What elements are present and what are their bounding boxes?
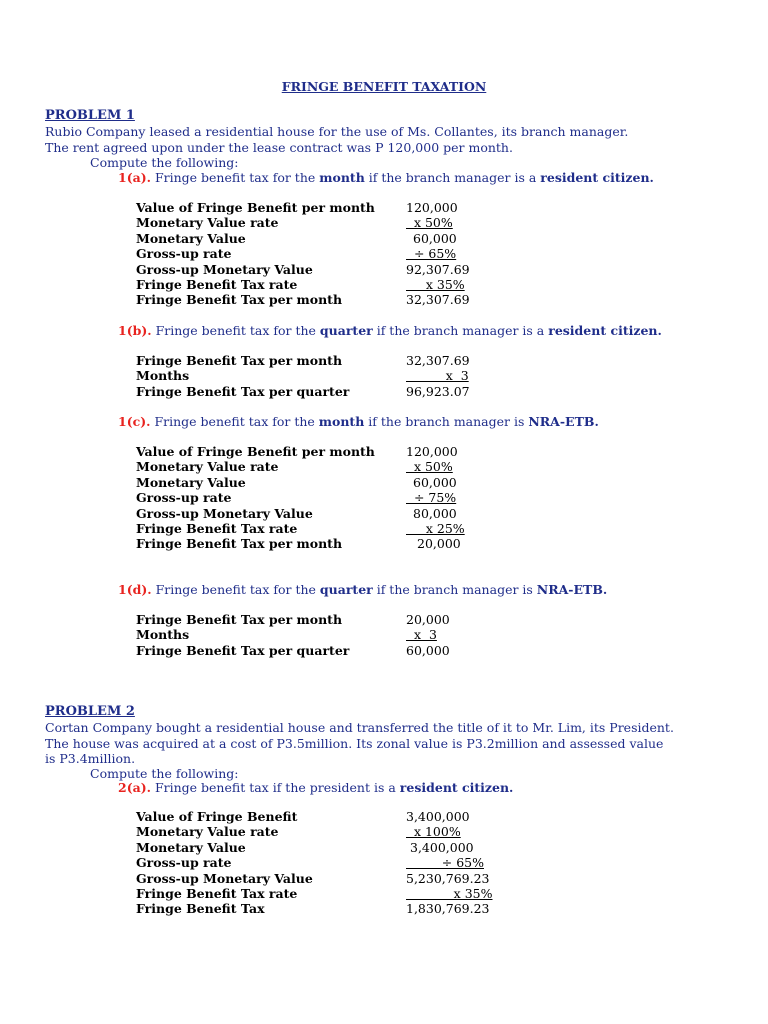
row-label: Gross-up rate (136, 246, 232, 262)
problem-1-statement (45, 124, 745, 155)
question-status: NRA-ETB. (536, 582, 608, 597)
question-period: quarter (319, 582, 373, 597)
row-value: ÷ 65% (406, 855, 484, 871)
problem-2-line: The house was acquired at a cost of P3.5million. Its zonal value is P3.2million and assessed value (45, 735, 664, 751)
row-label: Monetary Value rate (136, 824, 279, 840)
row-value: x 25% (406, 520, 465, 536)
row-label: Gross-up rate (136, 855, 232, 871)
row-label: Fringe Benefit Tax per month (136, 353, 343, 368)
row-value: x 50% (406, 215, 453, 231)
question-text: Fringe benefit tax for the (151, 582, 320, 597)
question-1b (118, 323, 662, 338)
row-value: 60,000 (406, 642, 450, 658)
row-label: Value of Fringe Benefit per month (136, 200, 375, 215)
question-label: 1(d). (118, 582, 152, 597)
row-value: x 3 (406, 627, 437, 643)
row-label: Fringe Benefit Tax (136, 901, 265, 917)
row-value: 3,400,000 (410, 839, 474, 855)
row-label: Fringe Benefit Tax rate (136, 276, 298, 292)
row-value: 120,000 (406, 444, 458, 459)
question-label: 1(c). (118, 414, 151, 429)
row-value: ÷ 75% (406, 490, 457, 506)
problem-2-line: Cortan Company bought a residential house and transferred the title of it to Mr. Lim, its President. (45, 720, 674, 735)
question-text: if the branch manager is a (372, 323, 549, 338)
row-label: Fringe Benefit Tax per quarter (136, 642, 350, 658)
question-status: resident citizen. (548, 323, 662, 338)
question-period: month (318, 414, 365, 429)
row-label: Months (136, 627, 190, 643)
row-value: 20,000 (417, 536, 461, 552)
question-text: if the branch manager is a (364, 170, 541, 185)
row-label: Gross-up Monetary Value (136, 870, 313, 886)
row-value: x 35% (406, 276, 465, 292)
row-value: 5,230,769.23 (406, 870, 490, 886)
question-status: NRA-ETB. (528, 414, 599, 429)
row-label: Fringe Benefit Tax rate (136, 885, 298, 901)
row-value: 3,400,000 (406, 809, 470, 824)
question-1c (118, 414, 599, 429)
row-label: Gross-up rate (136, 490, 232, 506)
problem-1-compute-label: Compute the following: (90, 155, 239, 170)
problem-1-line: Rubio Company leased a residential house for the use of Ms. Collantes, its branch manager. (45, 124, 629, 139)
row-value: 60,000 (413, 230, 457, 246)
question-1d (118, 582, 607, 597)
question-label: 2(a). (118, 780, 151, 795)
row-label: Fringe Benefit Tax per month (136, 612, 343, 627)
question-label: 1(b). (118, 323, 152, 338)
question-text: Fringe benefit tax if the president is a (150, 780, 400, 795)
row-value: x 50% (406, 459, 453, 475)
question-text: Fringe benefit tax for the (150, 414, 319, 429)
row-label: Monetary Value (136, 474, 246, 490)
row-label: Fringe Benefit Tax per month (136, 292, 343, 308)
row-label: Monetary Value rate (136, 215, 279, 231)
question-2a (118, 780, 513, 795)
question-text: Fringe benefit tax for the (151, 323, 320, 338)
row-label: Monetary Value rate (136, 459, 279, 475)
question-1a (118, 170, 654, 185)
row-value: 92,307.69 (406, 261, 470, 277)
row-label: Fringe Benefit Tax per quarter (136, 383, 350, 399)
row-label: Months (136, 368, 190, 384)
row-value: 20,000 (406, 612, 450, 627)
row-label: Gross-up Monetary Value (136, 505, 313, 521)
row-label: Gross-up Monetary Value (136, 261, 313, 277)
row-value: x 100% (406, 824, 461, 840)
row-value: 60,000 (413, 474, 457, 490)
problem-1-line: The rent agreed upon under the lease contract was P 120,000 per month. (45, 139, 513, 155)
row-value: 32,307.69 (406, 353, 470, 368)
row-value: 80,000 (413, 505, 457, 521)
row-label: Fringe Benefit Tax per month (136, 536, 343, 552)
row-label: Value of Fringe Benefit per month (136, 444, 375, 459)
row-value: x 3 (406, 368, 469, 384)
row-label: Fringe Benefit Tax rate (136, 520, 298, 536)
question-text: if the branch manager is (364, 414, 529, 429)
row-value: 32,307.69 (406, 292, 470, 308)
problem-2-line: is P3.4million. (45, 751, 136, 766)
question-text: Fringe benefit tax for the (150, 170, 320, 185)
problem-1-heading: PROBLEM 1 (45, 108, 135, 123)
row-value: x 35% (406, 885, 493, 901)
row-label: Monetary Value (136, 839, 246, 855)
row-value: 120,000 (406, 200, 458, 215)
row-label: Value of Fringe Benefit (136, 809, 298, 824)
document-title: FRINGE BENEFIT TAXATION (281, 79, 487, 94)
question-period: month (319, 170, 365, 185)
question-status: resident citizen. (399, 780, 514, 795)
row-label: Monetary Value (136, 230, 246, 246)
question-label: 1(a). (118, 170, 151, 185)
question-text: if the branch manager is (372, 582, 537, 597)
row-value: 1,830,769.23 (406, 901, 490, 917)
problem-2-statement (45, 720, 745, 767)
row-value: ÷ 65% (406, 246, 457, 262)
problem-2-compute-label: Compute the following: (90, 766, 239, 781)
row-value: 96,923.07 (406, 383, 470, 399)
question-period: quarter (319, 323, 373, 338)
problem-2-heading: PROBLEM 2 (45, 704, 135, 719)
question-status: resident citizen. (540, 170, 654, 185)
